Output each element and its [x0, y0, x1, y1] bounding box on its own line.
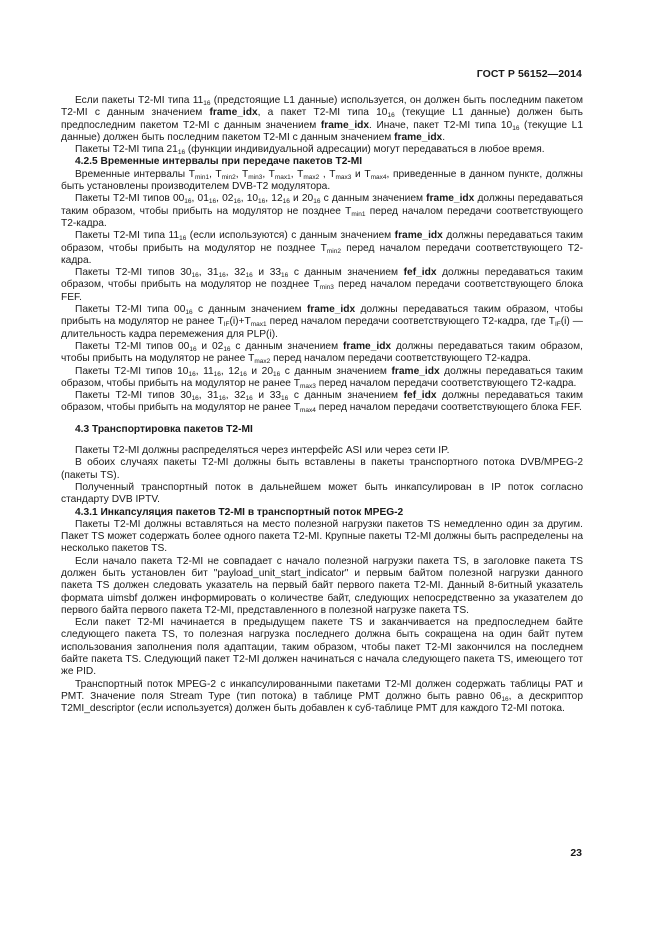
- page-number: 23: [570, 847, 582, 859]
- paragraph: Если пакет T2-MI начинается в предыдущем пакете TS и заканчивается на предпоследнем байте следующего пакета TS, то полезная нагрузка последнего должна быть сокращена на один байт путем использования заполнения поля адаптации, таким образом, чтобы пакет T2-MI закончился на последнем байте пакета TS. Следующий пакет T2-MI должен начинаться с начала следующего пакета TS, имеющего тот же PID.: [61, 617, 583, 678]
- paragraph: Пакеты T2-MI типа $21_{16}$ (функции индивидуальной адресации) могут передаваться в любое время.: [75, 144, 545, 157]
- paragraph: Транспортный поток MPEG-2 с инкапсулированными пакетами T2-MI должен содержать таблицы PAT и PMT. Значение поля Stream Type (тип потока) в таблице PMT должно быть равно $06_{16}$, а дескриптор T2MI_descriptor (если используется) должен быть добавлен к суб-таблице PMT для каждого T2-MI потока.: [61, 678, 583, 715]
- paragraph: Полученный транспортный поток в дальнейшем может быть инкапсулирован в IP поток согласно стандарту DVB IPTV.: [61, 481, 583, 506]
- paragraph: Пакеты T2-MI типа $00_{16}$ с данным значением frame_idx должны передаваться таким образом, чтобы прибыть на модулятор не ранее $T_{IF}(i)+T_{max1}$ перед началом передачи соответствующего T2-кадра, где $T_{IF}(i)$ — длительность кадра перемежения для PLP(i).: [61, 304, 584, 340]
- paragraph: Пакеты T2-MI типов $00_{16}$, $01_{16}$, $02_{16}$, $10_{16}$, $12_{16}$ и $20_{16}$ с данным значением frame_idx должны передаваться таким образом, чтобы прибыть на модулятор не позднее $T_{min1}$ перед началом передачи соответствующего T2-кадра.: [61, 193, 583, 229]
- paragraph: Пакеты T2-MI типов $30_{16}$, $31_{16}$, $32_{16}$ и $33_{16}$ с данным значением fef_idx должны передаваться таким образом, чтобы прибыть на модулятор не ранее $T_{max4}$ перед началом передачи соответствующего блока FEF.: [61, 390, 583, 415]
- document-body: [61, 95, 583, 716]
- paragraph: Пакеты T2-MI должны распределяться через интерфейс ASI или через сети IP.: [75, 445, 450, 457]
- spacer: [61, 415, 583, 424]
- paragraph: Пакеты T2-MI типов $10_{16}$, $11_{16}$, $12_{16}$ и $20_{16}$ с данным значением frame_idx должны передаваться таким образом, чтобы прибыть на модулятор не ранее $T_{max3}$ перед началом передачи соответствующего T2-кадра.: [61, 365, 583, 390]
- section-heading: 4.3.1 Инкапсуляция пакетов T2-MI в транспортный поток MPEG-2: [75, 506, 404, 518]
- paragraph: Пакеты T2-MI типов $00_{16}$ и $02_{16}$ с данным значением frame_idx должны передаваться таким образом, чтобы прибыть на модулятор не ранее $T_{max2}$ перед началом передачи соответствующего T2-кадра.: [61, 340, 583, 366]
- paragraph: Пакеты T2-MI типа $11_{16}$ (если используются) с данным значением frame_idx должны передаваться таким образом, чтобы прибыть на модулятор не позднее $T_{min2}$ перед началом передачи соответствующего T2-кадра.: [61, 230, 583, 266]
- spacer: [61, 436, 583, 445]
- paragraph: Если начало пакета T2-MI не совпадает с начало полезной нагрузки пакета TS, в заголовке пакета TS должен быть установлен бит "payload_unit_start_indicator" и первым байтом полезной нагрузки данного пакета TS должен следовать указатель на первый байт первого пакета T2-MI. Данный 8-битный указатель формата uimsbf должен информировать о количестве байт, следующих непосредственно за указателем до первого байта первого пакета T2-MI, представленного в полезной нагрузке пакета TS.: [61, 555, 583, 616]
- paragraph: Пакеты T2-MI должны вставляться на место полезной нагрузки пакетов TS немедленно один за другим. Пакет TS может содержать более одного пакета T2-MI. Крупные пакеты T2-MI должны быть распределены на несколько пакетов TS.: [61, 518, 583, 555]
- paragraph: Если пакеты T2-MI типа $11_{16}$ (предстоящие L1 данные) используется, он должен быть последним пакетом T2-MI с данным значением frame_idx, а пакет T2-MI типа $10_{16}$ (текущие L1 данные) должен быть предпоследним пакетом T2-MI с данным значением frame_idx. Иначе, пакет T2-MI типа $10_{16}$ (текущие L1 данные) должен быть последним пакетом T2-MI с данным значением frame_idx.: [61, 95, 583, 143]
- paragraph: Пакеты T2-MI типов $30_{16}$, $31_{16}$, $32_{16}$ и $33_{16}$ с данным значением fef_idx должны передаваться таким образом, чтобы прибыть на модулятор не позднее $T_{min3}$ перед началом передачи соответствующего блока FEF.: [61, 267, 583, 303]
- paragraph: Временные интервалы $T_{min1}$, $T_{min2}$, $T_{min3}$, $T_{max1}$, $T_{max2}$ , $T_{max3}$ и $T_{max4}$, приведенные в данном пункте, должны быть установлены производителем DVB-T2 модулятора.: [61, 168, 583, 193]
- paragraph: В обоих случаях пакеты T2-MI должны быть вставлены в пакеты транспортного потока DVB/MPEG-2 (пакеты TS).: [61, 457, 583, 481]
- section-heading: 4.2.5 Временные интервалы при передаче пакетов T2-MI: [75, 156, 363, 168]
- section-heading: 4.3 Транспортировка пакетов T2-MI: [75, 423, 253, 435]
- document-header: ГОСТ Р 56152—2014: [476, 68, 582, 80]
